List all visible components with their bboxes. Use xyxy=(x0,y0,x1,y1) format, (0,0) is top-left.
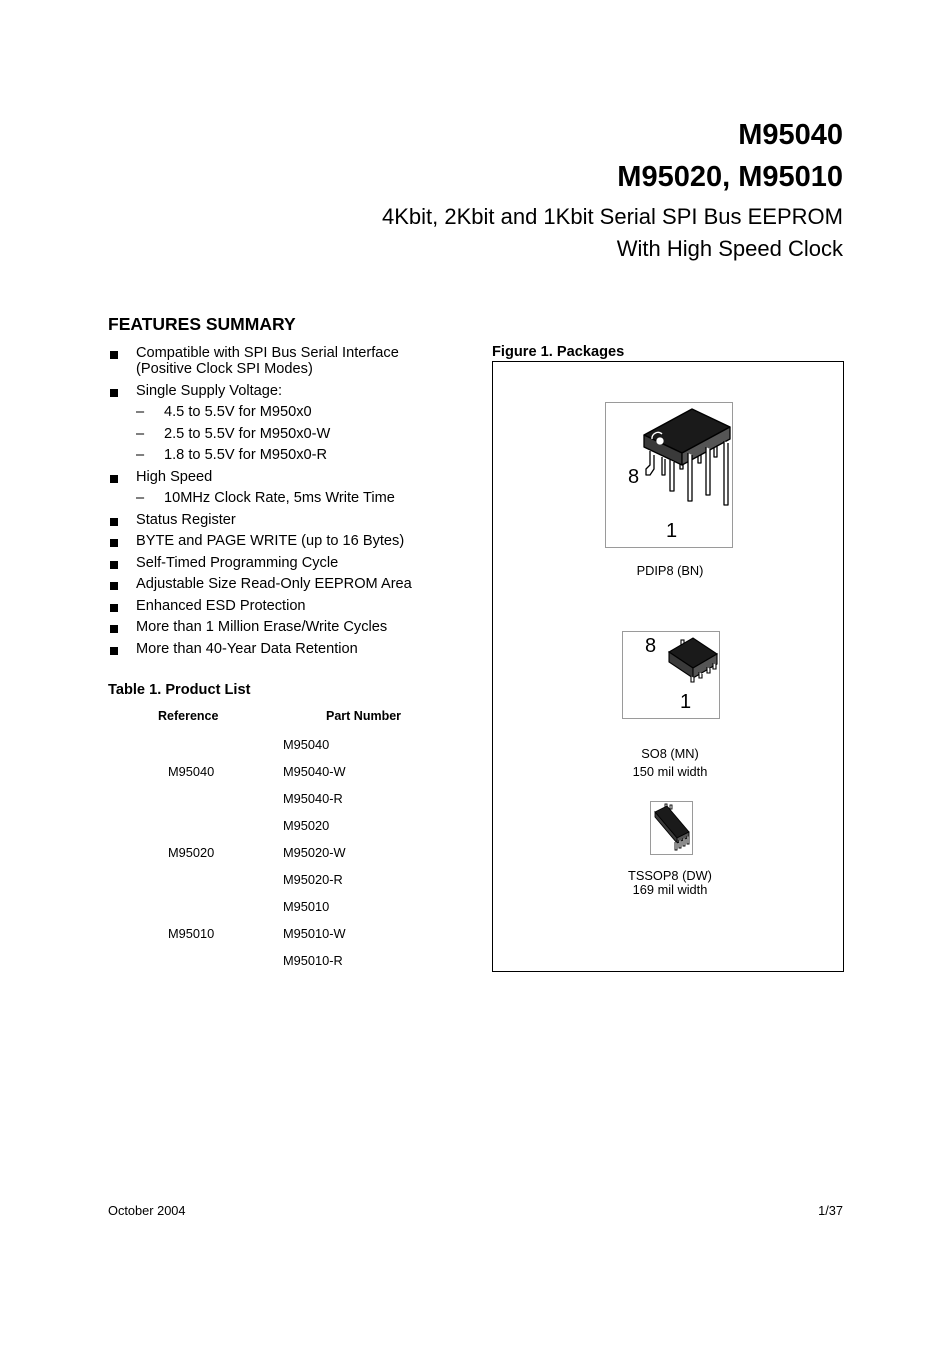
feature-item: Single Supply Voltage: xyxy=(108,383,478,399)
feature-item: Self-Timed Programming Cycle xyxy=(108,555,478,571)
dash-bullet-icon: – xyxy=(136,490,145,506)
so8-pin-8-label: 8 xyxy=(645,635,657,657)
square-bullet-icon xyxy=(110,625,118,633)
pdip8-pin-1-label: 1 xyxy=(666,520,678,542)
square-bullet-icon xyxy=(110,604,118,612)
so8-chip-icon xyxy=(623,632,719,718)
document-title-line-2: M95020, M95010 xyxy=(617,161,843,193)
table-cell-part: M95020-W xyxy=(283,845,346,860)
table-header-part-number: Part Number xyxy=(326,709,402,723)
table-caption: Table 1. Product List xyxy=(108,682,251,698)
feature-subitem: – 4.5 to 5.5V for M950x0 xyxy=(136,404,312,420)
feature-item: Enhanced ESD Protection xyxy=(108,598,478,614)
table-cell-part: M95020-R xyxy=(283,872,343,887)
feature-item: More than 1 Million Erase/Write Cycles xyxy=(108,619,478,635)
square-bullet-icon xyxy=(110,561,118,569)
table-cell-reference: M95040 xyxy=(168,764,215,779)
square-bullet-icon xyxy=(110,351,118,359)
pdip8-pin-8-label: 8 xyxy=(628,466,640,488)
tssop8-package-frame xyxy=(650,801,693,855)
feature-item: Adjustable Size Read-Only EEPROM Area xyxy=(108,576,478,592)
document-title-line-1: M95040 xyxy=(738,119,843,151)
table-cell-part: M95010-R xyxy=(283,953,343,968)
footer-date: October 2004 xyxy=(108,1203,186,1218)
table-cell-part: M95010 xyxy=(283,899,330,914)
so8-package-frame xyxy=(622,631,720,719)
features-list xyxy=(108,345,478,662)
square-bullet-icon xyxy=(110,582,118,590)
square-bullet-icon xyxy=(110,539,118,547)
table-cell-reference: M95020 xyxy=(168,845,215,860)
dash-bullet-icon: – xyxy=(136,404,145,420)
square-bullet-icon xyxy=(110,647,118,655)
table-header-reference: Reference xyxy=(158,709,219,723)
table-cell-part: M95040 xyxy=(283,737,330,752)
so8-pin-1-label: 1 xyxy=(680,691,692,713)
feature-subitem: – 2.5 to 5.5V for M950x0-W xyxy=(136,425,331,442)
tssop8-package-label: TSSOP8 (DW) xyxy=(628,868,712,883)
feature-item: High Speed xyxy=(108,469,478,485)
dash-bullet-icon: – xyxy=(136,425,145,442)
table-cell-part: M95040-W xyxy=(283,764,346,779)
feature-item: BYTE and PAGE WRITE (up to 16 Bytes) xyxy=(108,533,478,549)
feature-subitem: – 10MHz Clock Rate, 5ms Write Time xyxy=(136,490,395,506)
feature-item: More than 40-Year Data Retention xyxy=(108,641,478,657)
square-bullet-icon xyxy=(110,389,118,397)
table-cell-reference: M95010 xyxy=(168,926,215,941)
table-cell-part: M95010-W xyxy=(283,926,346,941)
tssop8-chip-icon xyxy=(651,802,692,854)
square-bullet-icon xyxy=(110,518,118,526)
so8-package-width-label: 150 mil width xyxy=(632,764,708,779)
features-heading: FEATURES SUMMARY xyxy=(108,314,296,334)
footer-page-number: 1/37 xyxy=(818,1203,843,1218)
feature-item: Status Register xyxy=(108,512,478,528)
pdip8-package-label: PDIP8 (BN) xyxy=(636,563,704,578)
document-subtitle-line-1: 4Kbit, 2Kbit and 1Kbit Serial SPI Bus EEPROM xyxy=(381,204,843,229)
figure-caption: Figure 1. Packages xyxy=(492,344,625,360)
table-cell-part: M95040-R xyxy=(283,791,343,806)
feature-subitem: – 1.8 to 5.5V for M950x0-R xyxy=(136,447,328,463)
dash-bullet-icon: – xyxy=(136,447,145,463)
feature-item: Compatible with SPI Bus Serial Interface (Positive Clock SPI Modes) xyxy=(108,345,478,377)
so8-package-label: SO8 (MN) xyxy=(641,746,699,761)
document-subtitle-line-2: With High Speed Clock xyxy=(616,236,843,261)
table-cell-part: M95020 xyxy=(283,818,330,833)
tssop8-package-width-label: 169 mil width xyxy=(632,882,708,897)
square-bullet-icon xyxy=(110,475,118,483)
